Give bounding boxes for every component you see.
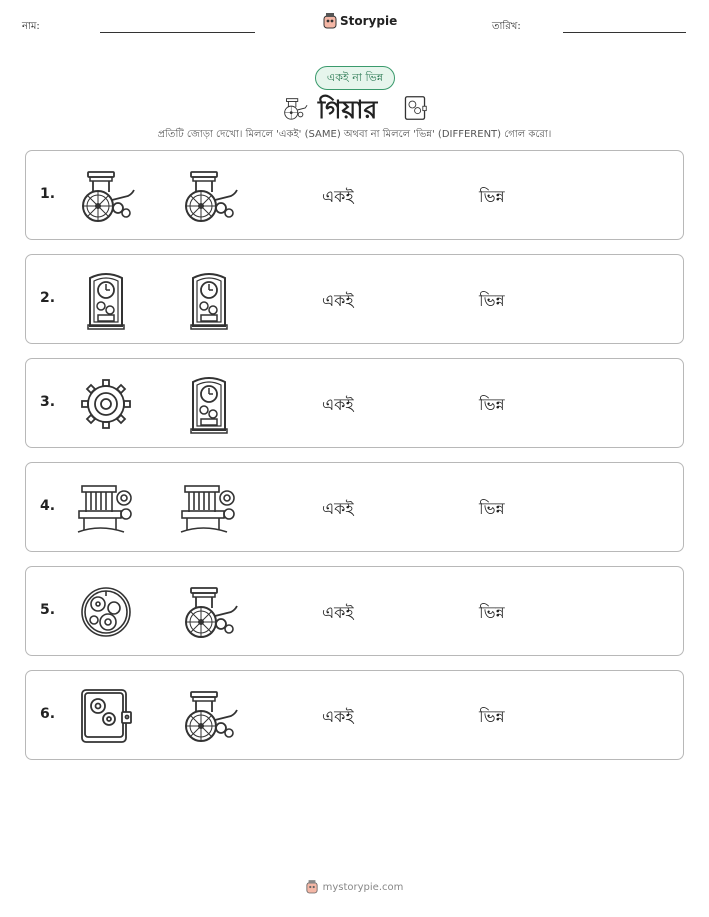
instruction-text: প্রতিটি জোড়া দেখো। মিললে 'একই' (SAME) অথবা না মিললে 'ভিন্ন' (DIFFERENT) গোল করো। xyxy=(157,129,552,140)
different-option[interactable]: ভিন্ন xyxy=(479,707,505,726)
loom-chair-icon xyxy=(76,478,136,538)
footer-url: mystorypie.com xyxy=(322,881,404,893)
question-number: 6. xyxy=(40,706,56,722)
pendulum-clock-icon xyxy=(76,270,136,330)
worksheet-title: গিয়ার xyxy=(318,95,378,124)
tricycle-cart-icon xyxy=(278,94,310,122)
question-number: 5. xyxy=(40,602,56,618)
tricycle-cart-icon xyxy=(179,686,239,746)
question-row xyxy=(25,670,684,760)
question-number: 2. xyxy=(40,290,56,306)
different-option[interactable]: ভিন্ন xyxy=(479,603,505,622)
question-row xyxy=(25,150,684,240)
pendulum-clock-icon xyxy=(179,374,239,434)
same-option[interactable]: একই xyxy=(322,187,354,206)
question-number: 1. xyxy=(40,186,56,202)
worksheet-header xyxy=(0,0,709,50)
question-row xyxy=(25,566,684,656)
question-row xyxy=(25,358,684,448)
gear-book-icon xyxy=(76,686,136,746)
same-option[interactable]: একই xyxy=(322,291,354,310)
different-option[interactable]: ভিন্ন xyxy=(479,187,505,206)
tricycle-cart-icon xyxy=(179,582,239,642)
question-row xyxy=(25,254,684,344)
same-option[interactable]: একই xyxy=(322,395,354,414)
brand-logo xyxy=(323,13,397,29)
storypie-mascot-icon xyxy=(306,880,318,894)
gear-icon xyxy=(76,374,136,434)
worksheet-type-badge: একই না ভিন্ন xyxy=(315,66,395,90)
same-option[interactable]: একই xyxy=(322,707,354,726)
same-option[interactable]: একই xyxy=(322,603,354,622)
different-option[interactable]: ভিন্ন xyxy=(479,395,505,414)
tricycle-cart-icon xyxy=(76,166,136,226)
date-label: তারিখ: xyxy=(492,21,521,32)
storypie-mascot-icon xyxy=(323,13,337,29)
date-line xyxy=(563,32,686,33)
different-option[interactable]: ভিন্ন xyxy=(479,291,505,310)
brand-name: Storypie xyxy=(340,14,398,28)
gear-mechanism-icon xyxy=(76,582,136,642)
gear-book-icon xyxy=(402,93,428,123)
tricycle-cart-icon xyxy=(179,166,239,226)
title-row xyxy=(0,90,709,126)
name-label: নাম: xyxy=(22,21,40,32)
loom-chair-icon xyxy=(179,478,239,538)
same-option[interactable]: একই xyxy=(322,499,354,518)
question-number: 3. xyxy=(40,394,56,410)
different-option[interactable]: ভিন্ন xyxy=(479,499,505,518)
pendulum-clock-icon xyxy=(179,270,239,330)
footer xyxy=(0,880,709,894)
name-line xyxy=(100,32,255,33)
question-number: 4. xyxy=(40,498,56,514)
question-row xyxy=(25,462,684,552)
